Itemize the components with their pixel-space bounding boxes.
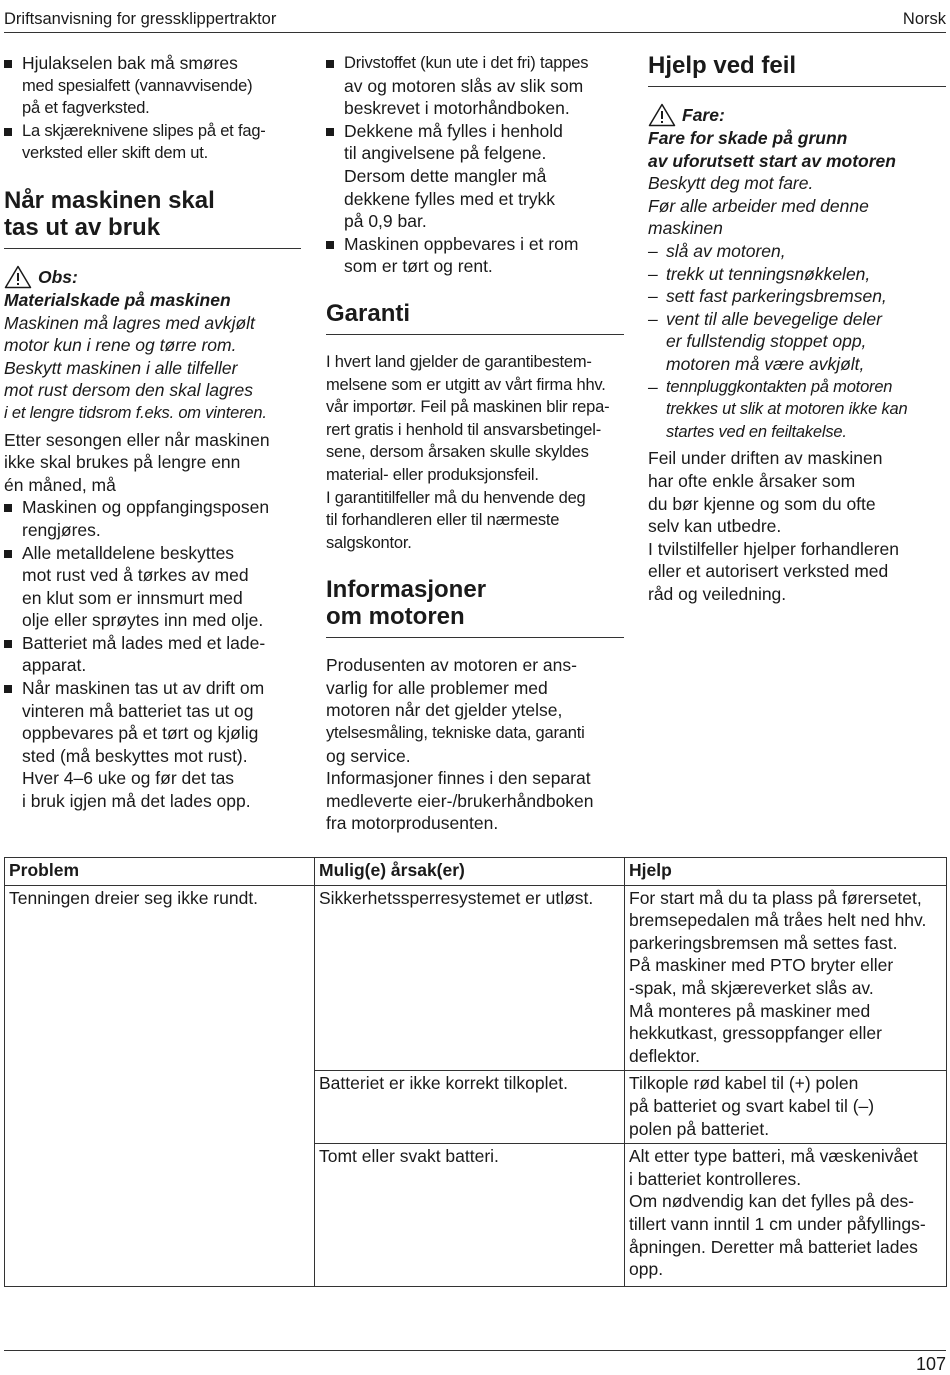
text-line: Produsenten av motoren er ans- [326, 655, 577, 676]
text-line: Beskytt maskinen i alle tilfeller [4, 357, 238, 378]
text-line: rengjøres. [22, 519, 101, 540]
text-line: Alle metalldelene beskyttes [22, 542, 235, 563]
text-line: olje eller sprøytes inn med olje. [22, 610, 264, 631]
list-item [4, 542, 301, 632]
obs-text [4, 312, 301, 425]
text-line: salgskontor. [326, 533, 412, 552]
storage-bullets-continued [326, 52, 624, 278]
text-line: er fullstendig stoppet opp, [666, 331, 867, 352]
heading-line: Når maskinen skal [4, 186, 215, 214]
text-line: og service. [326, 745, 411, 766]
text-line: i bruk igjen må det lades opp. [22, 791, 251, 812]
table-header-row [5, 858, 947, 886]
text-line: Må monteres på maskiner med [629, 1000, 871, 1021]
list-item [326, 52, 624, 120]
list-item [4, 120, 301, 165]
section-heading-engine-info [326, 576, 624, 638]
page-number: 107 [915, 1354, 946, 1374]
help-cell [625, 1071, 947, 1144]
text-line: deflektor. [629, 1045, 701, 1066]
text-line: Alt etter type batteri, må væskenivået [629, 1146, 918, 1167]
troubleshooting-intro [648, 447, 946, 605]
text-line: For start må du ta plass på førersetet, [629, 887, 922, 908]
engine-info-text [326, 654, 624, 835]
text-line: verksted eller skift dem ut. [22, 144, 209, 163]
troubleshooting-table [4, 857, 947, 1287]
text-line: en klut som er innsmurt med [22, 587, 243, 608]
text-line: motor kun i rene og tørre rom. [4, 335, 237, 356]
text-line: motoren må være avkjølt, [666, 353, 865, 374]
text-line: ikke skal brukes på lengre enn [4, 452, 241, 473]
section-heading-troubleshooting [648, 52, 946, 87]
text-line: I garantitilfeller må du henvende deg [326, 488, 586, 507]
list-item [648, 308, 946, 376]
document-title: Driftsanvisning for gressklippertraktor [4, 10, 277, 28]
text-line: av og motoren slås av slik som [344, 75, 584, 96]
problem-cell: Tenningen dreier seg ikke rundt. [5, 885, 315, 1287]
text-line: motoren når det gjelder ytelse, [326, 700, 563, 721]
text-line: hekkutkast, gressoppfanger eller [629, 1023, 882, 1044]
text-line: vår importør. Feil på maskinen blir repa- [326, 398, 610, 417]
danger-label: Fare: [682, 104, 725, 125]
text-line: mot rust dersom den skal lagres [4, 380, 253, 401]
obs-title: Materialskade på maskinen [4, 289, 231, 310]
column-3 [648, 52, 946, 605]
text-line: maskinen [648, 218, 723, 239]
text-line: medleverte eier-/brukerhåndboken [326, 790, 594, 811]
text-line: Feil under driften av maskinen [648, 448, 883, 469]
heading-line: Garanti [326, 299, 411, 327]
text-line: du bør kjenne og som du ofte [648, 493, 876, 514]
text-line: Før alle arbeider med denne [648, 195, 869, 216]
text-line: Tilkople rød kabel til (+) polen [629, 1073, 859, 1094]
column-1 [4, 52, 301, 813]
list-item [326, 233, 624, 278]
danger-title [648, 127, 946, 172]
text-line: trekkes ut slik at motoren ikke kan [666, 400, 908, 419]
text-line: varlig for alle problemer med [326, 677, 548, 698]
text-line: På maskiner med PTO bryter eller [629, 955, 894, 976]
text-line: parkeringsbremsen må settes fast. [629, 932, 898, 953]
text-line: – trekk ut tenningsnøkkelen, [666, 263, 871, 284]
text-line: til angivelsene på felgene. [344, 143, 547, 164]
text-line: – slå av motoren, [666, 240, 786, 261]
text-line: Om nødvendig kan det fylles på des- [629, 1191, 915, 1212]
text-line: material- eller produksjonsfeil. [326, 465, 539, 484]
danger-text [648, 172, 946, 240]
cause-cell: Batteriet er ikke korrekt tilkoplet. [315, 1071, 625, 1144]
obs-notice-title [4, 265, 301, 289]
text-line: råd og veiledning. [648, 583, 787, 604]
footer-rule [4, 1350, 946, 1351]
help-cell [625, 1144, 947, 1287]
text-line: La skjæreknivene slipes på et fag- [22, 121, 266, 140]
text-line: selv kan utbedre. [648, 516, 782, 537]
text-line: ytelsesmåling, tekniske data, garanti [326, 724, 585, 743]
text-line: Batteriet må lades med et lade- [22, 632, 266, 653]
text-line: Beskytt deg mot fare. [648, 173, 814, 194]
text-line: vinteren må batteriet tas ut og [22, 700, 254, 721]
section-heading-warranty [326, 300, 624, 335]
text-line: Hver 4–6 uke og før det tas [22, 768, 235, 789]
text-line: eller et autorisert verksted med [648, 561, 889, 582]
column-header-help: Hjelp [625, 858, 947, 886]
column-2 [326, 52, 624, 835]
text-line: sene, dersom årsaken skulle skyldes [326, 443, 589, 462]
text-line: på 0,9 bar. [344, 211, 427, 232]
text-line: Dersom dette mangler må [344, 165, 547, 186]
heading-line: Hjelp ved feil [648, 52, 797, 79]
page-header [4, 6, 946, 33]
heading-line: tas ut av bruk [4, 213, 161, 241]
list-item [4, 677, 301, 813]
heading-line: om motoren [326, 603, 465, 631]
text-line: Hjulakselen bak må smøres [22, 53, 238, 73]
text-line: av uforutsett start av motoren [648, 150, 896, 171]
text-line: har ofte enkle årsaker som [648, 470, 856, 491]
text-line: – tennpluggkontakten på motoren [666, 377, 893, 396]
text-line: – sett fast parkeringsbremsen, [666, 286, 887, 307]
text-line: polen på batteriet. [629, 1118, 770, 1139]
text-line: Etter sesongen eller når maskinen [4, 429, 270, 450]
warning-triangle-icon [648, 103, 676, 127]
text-line: I tvilstilfeller hjelper forhandleren [648, 538, 899, 559]
list-item [648, 263, 946, 286]
text-line: bremsepedalen må tråes helt ned hhv. [629, 910, 927, 931]
table-row [5, 885, 947, 1071]
text-line: dekkene fylles med et trykk [344, 188, 556, 209]
text-line: fra motorprodusenten. [326, 813, 499, 834]
text-line: på et fagverksted. [22, 99, 150, 118]
text-line: Dekkene må fylles i henhold [344, 120, 563, 141]
list-item [4, 496, 301, 541]
list-item [4, 632, 301, 677]
text-line: i batteriet kontrolleres. [629, 1168, 802, 1189]
list-item [648, 240, 946, 263]
text-line: Informasjoner finnes i den separat [326, 768, 591, 789]
heading-line: Informasjoner [326, 576, 487, 604]
obs-label: Obs: [38, 266, 78, 287]
text-line: på batteriet og svart kabel til (–) [629, 1095, 875, 1116]
list-item [648, 376, 946, 444]
storage-intro [4, 429, 301, 497]
text-line: melsene som er utgitt av vårt firma hhv. [326, 375, 606, 394]
text-line: – vent til alle bevegelige deler [666, 308, 882, 329]
list-item [326, 120, 624, 233]
text-line: åpningen. Deretter må batteriet lades [629, 1236, 918, 1257]
section-heading-storage [4, 187, 301, 249]
text-line: I hvert land gjelder de garantibestem- [326, 352, 592, 371]
storage-bullets [4, 496, 301, 812]
list-item [648, 285, 946, 308]
text-line: Fare for skade på grunn [648, 128, 848, 148]
danger-notice-title [648, 103, 946, 127]
text-line: én måned, må [4, 474, 116, 495]
text-line: apparat. [22, 655, 87, 676]
help-cell [625, 885, 947, 1071]
text-line: Maskinen oppbevares i et rom [344, 233, 579, 254]
warning-triangle-icon [4, 265, 32, 289]
text-line: med spesialfett (vannavvisende) [22, 76, 253, 95]
text-line: Drivstoffet (kun ute i det fri) tappes [344, 54, 589, 72]
text-line: startes ved en feiltakelse. [666, 422, 847, 441]
safety-steps [648, 240, 946, 443]
warranty-text [326, 351, 624, 554]
cause-cell: Tomt eller svakt batteri. [315, 1144, 625, 1287]
column-header-cause: Mulig(e) årsak(er) [315, 858, 625, 886]
maintenance-bullets [4, 52, 301, 165]
column-header-problem: Problem [5, 858, 315, 886]
text-line: som er tørt og rent. [344, 256, 493, 277]
text-line: Når maskinen tas ut av drift om [22, 678, 265, 699]
list-item [4, 52, 301, 120]
text-line: i et lengre tidsrom f.eks. om vinteren. [4, 403, 267, 422]
text-line: Maskinen og oppfangingsposen [22, 497, 270, 518]
language-label: Norsk [902, 10, 946, 28]
cause-cell: Sikkerhetssperresystemet er utløst. [315, 885, 625, 1071]
text-line: -spak, må skjæreverket slås av. [629, 977, 874, 998]
text-line: til forhandleren eller til nærmeste [326, 511, 560, 530]
text-line: mot rust ved å tørkes av med [22, 565, 249, 586]
text-line: Maskinen må lagres med avkjølt [4, 312, 255, 333]
text-line: tillert vann inntil 1 cm under påfyllings- [629, 1213, 926, 1234]
text-line: rert gratis i henhold til ansvarsbetingel- [326, 420, 601, 439]
text-line: opp. [629, 1259, 664, 1280]
text-line: beskrevet i motorhåndboken. [344, 98, 570, 119]
text-line: oppbevares på et tørt og kjølig [22, 723, 259, 744]
text-line: sted (må beskyttes mot rust). [22, 745, 248, 766]
